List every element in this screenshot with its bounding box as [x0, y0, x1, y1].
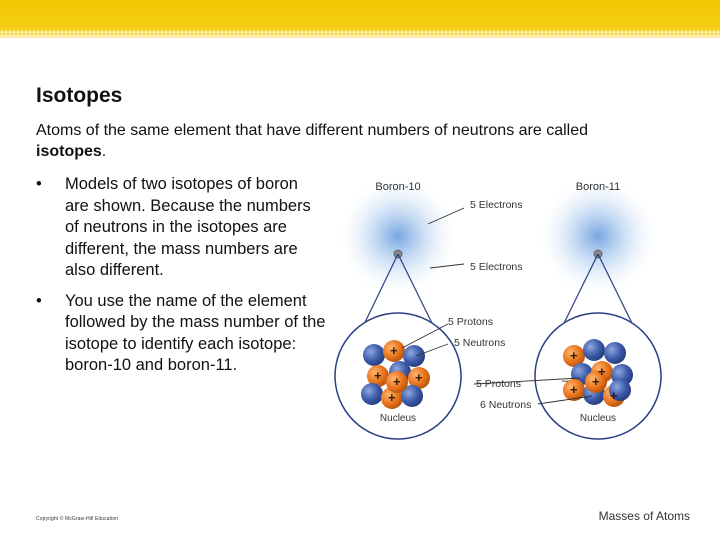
electron-cloud	[340, 178, 456, 294]
neutron	[604, 342, 626, 364]
plus-sign: +	[415, 370, 423, 385]
protons-label: 5 Protons	[448, 316, 493, 328]
plus-sign: +	[592, 374, 600, 389]
neutron	[363, 344, 385, 366]
neutron	[361, 383, 383, 405]
bullet-text: Models of two isotopes of boron are shown. Because the numbers of neutrons in the isotopes are different, the mass numbers are also different.	[65, 175, 311, 279]
neutrons-label: 5 Neutrons	[454, 337, 506, 349]
plus-sign: +	[390, 343, 398, 358]
intro-prefix: Atoms of the same element that have different numbers of neutrons are called	[36, 122, 589, 139]
intro-text	[36, 120, 656, 162]
bullet-text: You use the name of the element followed by the mass number of the isotope to identify each isotope: boron-10 and boron-11.	[65, 291, 326, 374]
plus-sign: +	[598, 364, 606, 379]
protons-label: 5 Protons	[476, 378, 521, 390]
bullet-list	[36, 174, 326, 386]
bullet-marker: •	[36, 291, 42, 310]
minus-sign: –	[562, 375, 569, 387]
bullet-item	[36, 174, 326, 282]
bullet-item	[36, 291, 326, 377]
copyright-text: Copyright © McGraw-Hill Education	[36, 516, 119, 522]
neutron	[583, 339, 605, 361]
boron-11-atom	[535, 178, 661, 439]
electron-cloud	[540, 178, 656, 294]
boron-10-atom	[335, 178, 461, 439]
bullet-marker: •	[36, 175, 42, 193]
plus-sign: +	[610, 388, 618, 403]
header-dot-pattern	[0, 30, 720, 38]
footer-section-title: Masses of Atoms	[598, 509, 690, 523]
intro-suffix: .	[101, 143, 107, 160]
neutrons-label: 6 Neutrons	[480, 399, 532, 411]
nucleus-label: Nucleus	[579, 413, 617, 424]
boron-11-label: Boron-11	[575, 181, 621, 193]
plus-sign: +	[393, 374, 401, 389]
slide-title: Isotopes	[36, 84, 123, 107]
isotope-diagram	[330, 168, 710, 440]
boron-isotopes-figure	[330, 168, 710, 440]
plus-sign: +	[570, 382, 578, 397]
electrons-label: 5 Electrons	[470, 199, 523, 211]
electrons-label: 5 Electrons	[470, 261, 523, 273]
plus-sign: +	[570, 348, 578, 363]
intro-bold-term: isotopes	[36, 143, 102, 160]
plus-sign: +	[374, 368, 382, 383]
plus-sign: +	[388, 390, 396, 405]
nucleus-label: Nucleus	[379, 413, 417, 424]
boron-10-label: Boron-10	[375, 181, 421, 193]
